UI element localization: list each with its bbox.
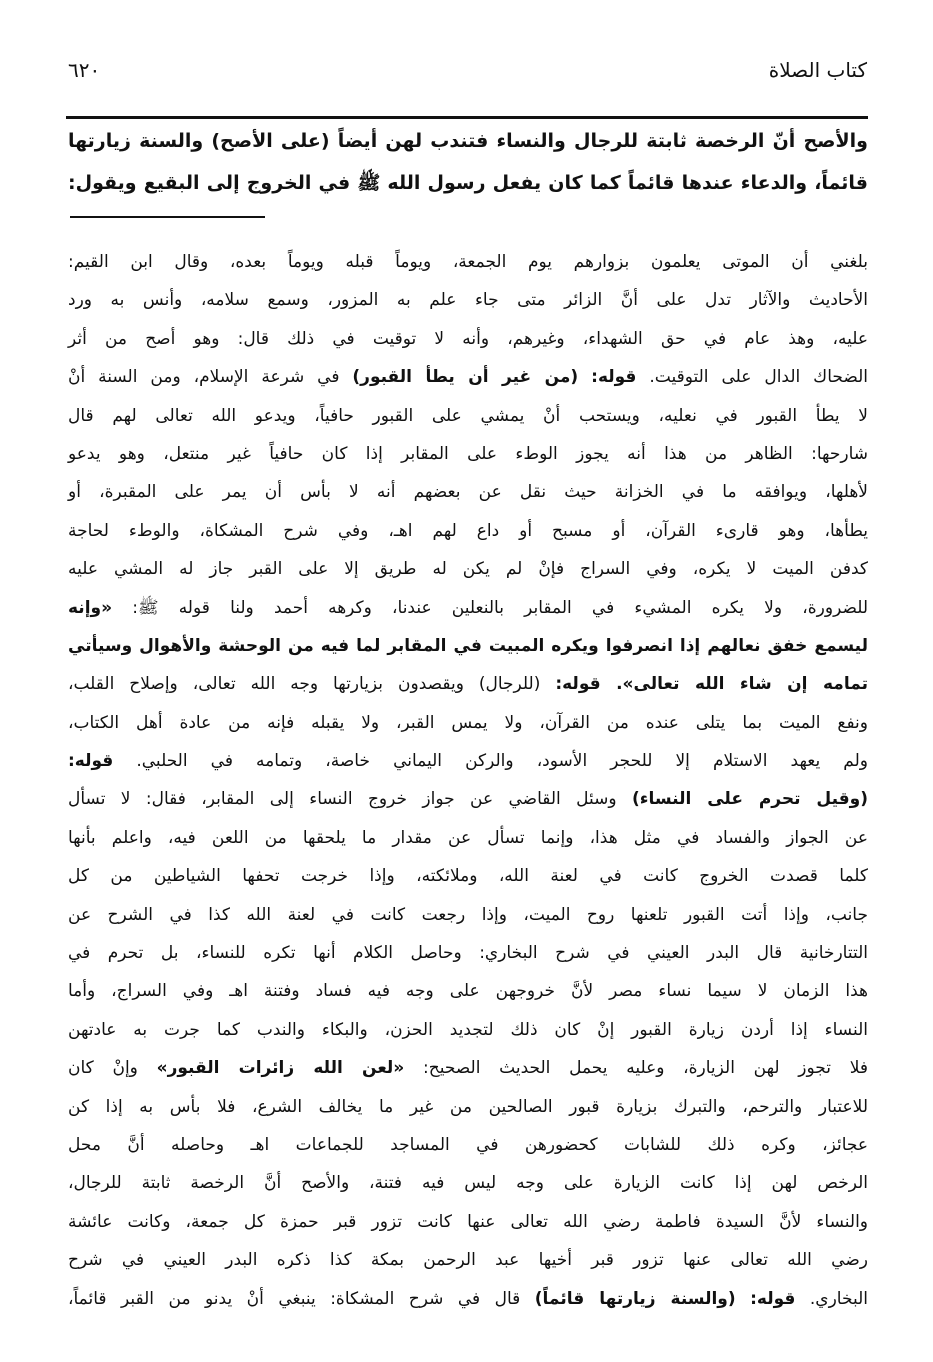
text-segment: ولم يعهد الاستلام إلا للحجر الأسود، والركن اليماني خاصة، وتمامه في الحلبي.: [113, 751, 868, 772]
footnote-line: [68, 435, 868, 473]
bold-segment: قوله:: [68, 751, 114, 772]
footnote-line: [68, 1049, 868, 1087]
bold-segment: (والسنة زيارتها قائماً): [534, 1288, 736, 1309]
text-segment: الأحاديث والآثار تدل على أنَّ الزائر متى جاء علم به المزور، وسمع سلامه، وأنس به ورد: [68, 290, 868, 311]
text-segment: الرخص لهن إذا كانت الزيارة على وجه ليس فيه فتنة، والأصح أنَّ الرخصة ثابتة للرجال،: [68, 1173, 868, 1194]
footnote-line: [68, 1164, 868, 1202]
page-number: ٦٢٠: [68, 58, 101, 82]
bold-segment: (وقيل تحرم على النساء): [632, 789, 868, 810]
bold-segment: (من غير أن يطأ القبور): [352, 367, 579, 388]
bold-segment: ليسمع خفق نعالهم إذا انصرفوا ويكره المبيت في المقابر لما فيه من الوحشة والأهوال وسيأتي: [68, 635, 868, 656]
text-segment: والنساء لأنَّ السيدة فاطمة رضي الله تعالى عنها كانت تزور قبر حمزة كل جمعة، وكانت عائشة: [68, 1211, 868, 1232]
text-segment: بلغني أن الموتى يعلمون بزوارهم يوم الجمعة، ويوماً قبله ويوماً بعده، وقال ابن القيم:: [68, 252, 868, 272]
text-segment: كلما قصدت الخروج كانت في لعنة الله، وملائكته، وإذا خرجت تحفها الشياطين من كل: [68, 866, 868, 887]
footnote-line: [68, 1088, 868, 1126]
footnote-line: [68, 1126, 868, 1164]
footnote-line: [68, 665, 868, 703]
main-text: [68, 120, 868, 204]
bold-segment: (على الأصح): [211, 130, 330, 152]
running-title: كتاب الصلاة: [768, 58, 867, 82]
text-segment: في شرعة الإسلام، ومن السنة أنْ: [68, 367, 353, 388]
text-segment: عن الجواز والفساد في مثل هذا، وإنما تسأل عن مقدار ما يلحقها من اللعن فيه، واعلم بأنها: [68, 827, 868, 848]
text-segment: الضحاك الدال على التوقيت.: [636, 367, 868, 388]
text-segment: والسنة زيارتها: [68, 130, 212, 152]
text-segment: كدفن الميت لا يكره، وفي السراج فإنْ لم يكن له طريق إلا على القبر جاز له المشي عليه: [68, 559, 868, 580]
footnote-line: [68, 857, 868, 895]
text-segment: فلا تجوز لهن الزيارة، وعليه يحمل الحديث الصحيح:: [404, 1058, 868, 1079]
text-segment: وسئل القاضي عن جواز خروج النساء إلى المقابر، فقال: لا تسأل: [68, 789, 632, 810]
text-segment: عليه، وهذ عام في حق الشهداء، وغيرهم، وأنه لا توقيت في ذلك قال: وهو أصح من أثر: [68, 328, 868, 349]
text-segment: هذا الزمان لا سيما نساء مصر لأنَّ خروجهن على وجه فيه فساد وفتنة اهـ وفي السراج، وأما: [68, 981, 868, 1002]
footnote-line: [68, 473, 868, 511]
footnote-line: [68, 512, 868, 550]
text-segment: رضي الله تعالى عنها تزور قبر أخيها عبد الرحمن بمكة كذا ذكره البدر العيني في شرح: [68, 1250, 868, 1271]
footnote-line: [68, 934, 868, 972]
text-segment: والأصح أنّ الرخصة ثابتة للرجال والنساء فتندب لهن أيضاً: [329, 130, 868, 152]
text-segment: (للرجال) ويقصدون بزيارتها وجه الله تعالى، وإصلاح القلب،: [68, 674, 556, 695]
footnote-line: [68, 397, 868, 435]
text-segment: [578, 367, 591, 387]
text-segment: عجائز، وكره ذلك للشابات كحضورهن في المساجد للجماعات اهـ وحاصله أنَّ محل: [68, 1134, 868, 1155]
footnote-separator: [70, 216, 265, 218]
text-segment: لأهلها، ويوافقه ما في الخزانة حيث نقل عن بعضهم أنه لا بأس أن يمر على المقبرة، أو: [68, 482, 868, 503]
text-segment: للاعتبار والترحم، والتبرك بزيارة قبور الصالحين من غير ما يخالف الشرع، فلا بأس به إذا كن: [68, 1096, 868, 1117]
footnote-line: [68, 281, 868, 319]
footnote-line: [68, 243, 868, 281]
text-segment: لا يطأ القبور في نعليه، ويستحب أنْ يمشي على القبور حافياً، ويدعو الله تعالى لهم قال: [68, 405, 868, 426]
bold-segment: قوله:: [750, 1288, 796, 1309]
footnote-line: [68, 589, 868, 627]
main-text-line: [68, 120, 868, 162]
footnote-line: [68, 819, 868, 857]
text-segment: للضرورة، ولا يكره المشيء في المقابر بالنعلين عندنا، وكرهه أحمد ولنا قوله ﷺ:: [112, 597, 868, 618]
bold-segment: «وإنه: [68, 597, 113, 618]
footnote-line: [68, 1011, 868, 1049]
text-segment: [736, 1289, 750, 1309]
bold-segment: «لعن الله زائرات القبور»: [156, 1058, 405, 1079]
text-segment: ونفع الميت بما يتلى عنده من القرآن، ولا يمس القبر، ولا يقبله فإنه من عادة أهل الكتاب،: [68, 712, 868, 733]
footnote-line: [68, 627, 868, 665]
text-segment: التتارخانية قال البدر العيني في شرح البخاري: وحاصل الكلام أنها تكره للنساء، بل تحرم في: [68, 943, 868, 964]
text-segment: قائماً، والدعاء عندها قائماً كما كان يفعل رسول الله ﷺ في الخروج إلى البقيع ويقول:: [68, 172, 868, 194]
footnote-line: [68, 896, 868, 934]
text-segment: شارحها: الظاهر من هذا أنه يجوز الوطء على المقابر إذا كان حافياً غير منتعل، وهو يدعو: [68, 443, 868, 464]
footnote-line: [68, 320, 868, 358]
text-segment: يطأها، وهو قارىء القرآن، أو مسبح أو داع لهم اهـ، وفي شرح المشكاة، والوطء لحاجة: [68, 520, 868, 541]
footnote-line: [68, 1241, 868, 1279]
text-segment: النساء إذا أردن زيارة القبور إنْ كان ذلك لتجديد الحزن، والبكاء والندب كما جرت به عادتهن: [68, 1019, 868, 1040]
text-segment: البخاري.: [795, 1288, 868, 1309]
footnote-line: [68, 550, 868, 588]
text-segment: وإنْ كان: [68, 1058, 157, 1079]
footnote-line: [68, 742, 868, 780]
footnote-line: [68, 972, 868, 1010]
footnote-line: [68, 1280, 868, 1318]
header-rule: [66, 116, 868, 119]
bold-segment: تمامه إن شاء الله تعالى». قوله:: [555, 674, 868, 695]
main-text-line: [68, 162, 868, 204]
footnote-line: [68, 358, 868, 396]
footnote-line: [68, 1203, 868, 1241]
footnotes: [68, 243, 868, 1318]
footnote-line: [68, 704, 868, 742]
text-segment: قال في شرح المشكاة: ينبغي أنْ يدنو من القبر قائماً،: [68, 1288, 535, 1309]
bold-segment: قوله:: [591, 367, 637, 388]
text-segment: جانب، وإذا أتت القبور تلعنها روح الميت، وإذا رجعت كانت في لعنة الله كذا في الشرح عن: [68, 904, 868, 925]
footnote-line: [68, 780, 868, 818]
